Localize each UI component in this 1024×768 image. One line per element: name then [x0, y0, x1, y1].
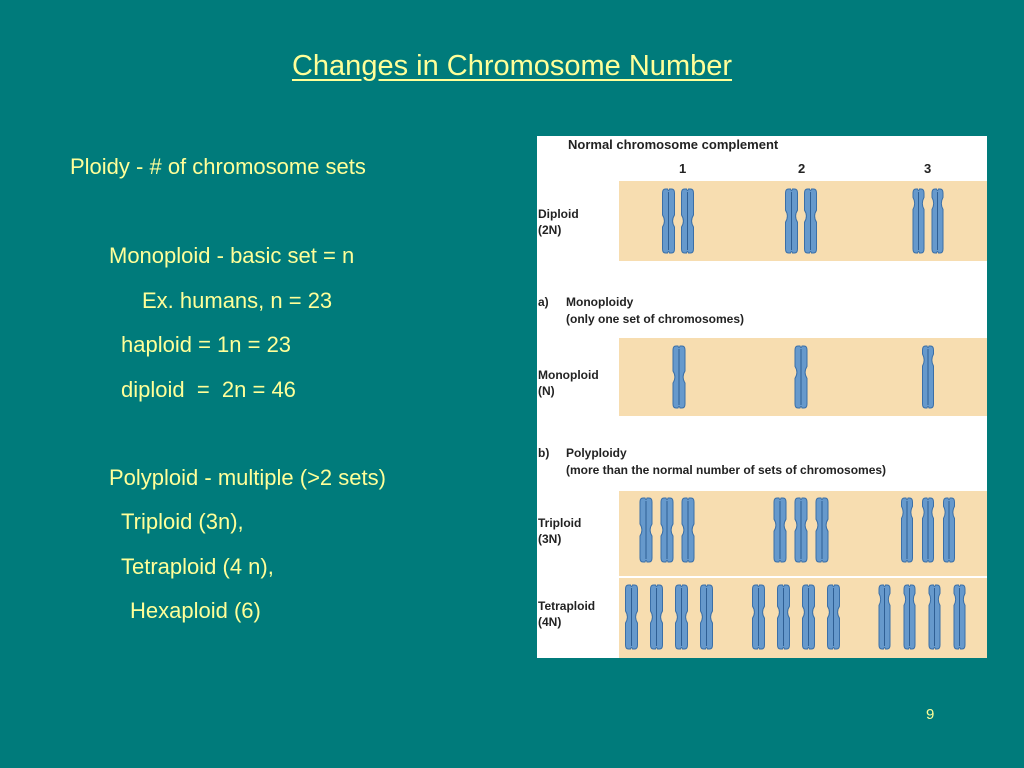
diploid-chromosome-set2-copy1 [786, 189, 798, 253]
hexaploid-line: Hexaploid (6) [130, 598, 261, 623]
monoploid-chromosome-set3-copy1 [923, 346, 934, 408]
monoploid-chromosome-set2-copy1 [795, 346, 807, 408]
humans-example: Ex. humans, n = 23 [142, 288, 333, 313]
diploid-chromosome-set3-copy2 [932, 189, 943, 253]
tetraploid-chromosome-set3-copy1 [879, 585, 890, 649]
page-number: 9 [926, 706, 935, 723]
monoploid-chromosome-set1-copy1 [673, 346, 685, 408]
slide-title: Changes in Chromosome Number [291, 50, 733, 82]
triploid-chromosome-set1-copy3 [682, 498, 694, 562]
chromosome-figure [537, 136, 987, 658]
tetraploid-label: Tetraploid [538, 599, 596, 613]
tetraploid-chromosome-set2-copy4 [828, 585, 840, 649]
diploid-chromosome-set2-copy2 [805, 189, 817, 253]
figure-header: Normal chromosome complement [568, 137, 779, 152]
column-label-2: 2 [798, 161, 806, 176]
monoploidy-title: Monoploidy [566, 295, 634, 309]
diploid-chromosome-set3-copy1 [913, 189, 924, 253]
monoploid-definition: Monoploid - basic set = n [109, 243, 355, 268]
tetraploid-chromosome-set3-copy2 [904, 585, 915, 649]
monoploid-label: Monoploid [538, 368, 599, 382]
tetraploid-line: Tetraploid (4 n), [121, 554, 274, 579]
diploid-sublabel: (2N) [538, 223, 562, 237]
tetraploid-chromosome-set2-copy2 [778, 585, 790, 649]
diploid-line: diploid = 2n = 46 [121, 377, 296, 402]
triploid-sublabel: (3N) [538, 532, 562, 546]
diploid-chromosome-set1-copy2 [682, 189, 694, 253]
chromosome-diagram [537, 136, 987, 658]
polyploidy-subtitle: (more than the normal number of sets of chromosomes) [566, 463, 887, 477]
triploid-chromosome-set2-copy3 [816, 498, 828, 562]
tetraploid-chromosome-set1-copy4 [701, 585, 713, 649]
diploid-label: Diploid [538, 207, 579, 221]
section-a-marker: a) [538, 295, 549, 309]
column-label-3: 3 [924, 161, 932, 176]
triploid-chromosome-set2-copy2 [795, 498, 807, 562]
ploidy-definition: Ploidy - # of chromosome sets [70, 154, 366, 179]
tetraploid-chromosome-set2-copy3 [803, 585, 815, 649]
haploid-line: haploid = 1n = 23 [121, 332, 292, 357]
tetraploid-chromosome-set2-copy1 [753, 585, 765, 649]
column-label-1: 1 [679, 161, 687, 176]
triploid-chromosome-set3-copy2 [923, 498, 934, 562]
tetraploid-chromosome-set1-copy1 [626, 585, 638, 649]
triploid-chromosome-set1-copy1 [640, 498, 652, 562]
tetraploid-chromosome-set3-copy4 [954, 585, 965, 649]
triploid-label: Triploid [538, 516, 582, 530]
monoploidy-subtitle: (only one set of chromosomes) [566, 312, 745, 326]
section-b-marker: b) [538, 446, 550, 460]
triploid-chromosome-set3-copy1 [902, 498, 913, 562]
triploid-chromosome-set3-copy3 [944, 498, 955, 562]
triploid-line: Triploid (3n), [121, 509, 244, 534]
monoploid-sublabel: (N) [538, 384, 555, 398]
triploid-chromosome-set1-copy2 [661, 498, 673, 562]
diploid-chromosome-set1-copy1 [663, 189, 675, 253]
tetraploid-chromosome-set3-copy3 [929, 585, 940, 649]
tetraploid-chromosome-set1-copy3 [676, 585, 688, 649]
polyploidy-title: Polyploidy [566, 446, 627, 460]
polyploid-definition: Polyploid - multiple (>2 sets) [109, 465, 386, 490]
tetraploid-sublabel: (4N) [538, 615, 562, 629]
triploid-chromosome-set2-copy1 [774, 498, 786, 562]
tetraploid-chromosome-set1-copy2 [651, 585, 663, 649]
